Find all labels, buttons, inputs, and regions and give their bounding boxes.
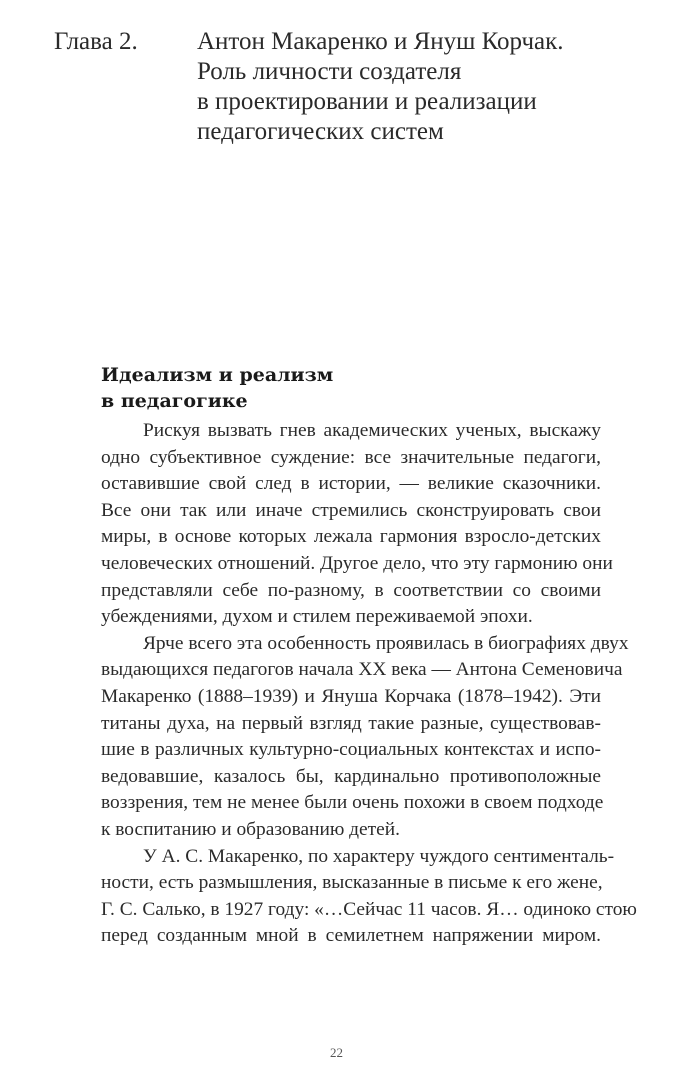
text-line: перед созданным мной в семилетнем напряжении миром. [101, 925, 601, 947]
page-number: 22 [330, 1045, 343, 1060]
text-line: ности, есть размышления, высказанные в письме к его жене, [101, 872, 603, 894]
chapter-label: Глава 2. [54, 28, 138, 55]
text-line: Г. С. Салько, в 1927 году: «…Сейчас 11 часов. Я… одиноко стою [101, 898, 637, 920]
text-line: человеческих отношений. Другое дело, что эту гармонию они [101, 552, 613, 574]
text-line: шие в различных культурно-социальных контекстах и испо- [101, 739, 601, 761]
section-heading-block [101, 362, 601, 414]
text-line: У А. С. Макаренко, по характеру чуждого сентименталь- [143, 845, 615, 867]
section-heading [101, 362, 601, 414]
text-line: оставившие свой след в истории, — великие сказочники. [101, 473, 601, 495]
text-line: Рискуя вызвать гнев академических ученых, выскажу [143, 420, 601, 441]
text-line: воззрения, тем не менее были очень похожи в своем подходе [101, 792, 604, 814]
paragraph-3 [101, 844, 637, 950]
section-heading-line: Идеализм и реализм [101, 364, 334, 386]
chapter-title-line: в проектировании и реализации [197, 88, 537, 115]
text-line: Все они так или иначе стремились сконструировать свои [101, 499, 601, 521]
chapter-title-line: Роль личности создателя [197, 58, 462, 85]
text-line: выдающихся педагогов начала XX века — Антона Семеновича [101, 659, 623, 681]
text-line: ведовавшие, казалось бы, кардинально противоположные [101, 765, 601, 787]
paragraph-1 [101, 418, 613, 631]
chapter-title [197, 27, 637, 147]
text-line: одно субъективное суждение: все значительные педагоги, [101, 446, 601, 468]
paragraph-2 [101, 631, 629, 844]
text-line: миры, в основе которых лежала гармония взросло-детских [101, 526, 601, 548]
body-text [101, 418, 637, 950]
section-heading-line: в педагогике [101, 390, 248, 412]
text-line: Ярче всего эта особенность проявилась в биографиях двух [143, 632, 629, 654]
text-line: Макаренко (1888–1939) и Януша Корчака (1878–1942). Эти [101, 685, 601, 707]
text-line: представляли себе по-разному, в соответствии со своими [101, 579, 601, 601]
text-line: к воспитанию и образованию детей. [101, 818, 400, 840]
text-line: убеждениями, духом и стилем переживаемой эпохи. [101, 606, 533, 628]
text-line: титаны духа, на первый взгляд такие разные, существовав- [101, 712, 601, 734]
chapter-title-line: педагогических систем [197, 118, 444, 145]
chapter-title-line: Антон Макаренко и Януш Корчак. [197, 28, 564, 55]
